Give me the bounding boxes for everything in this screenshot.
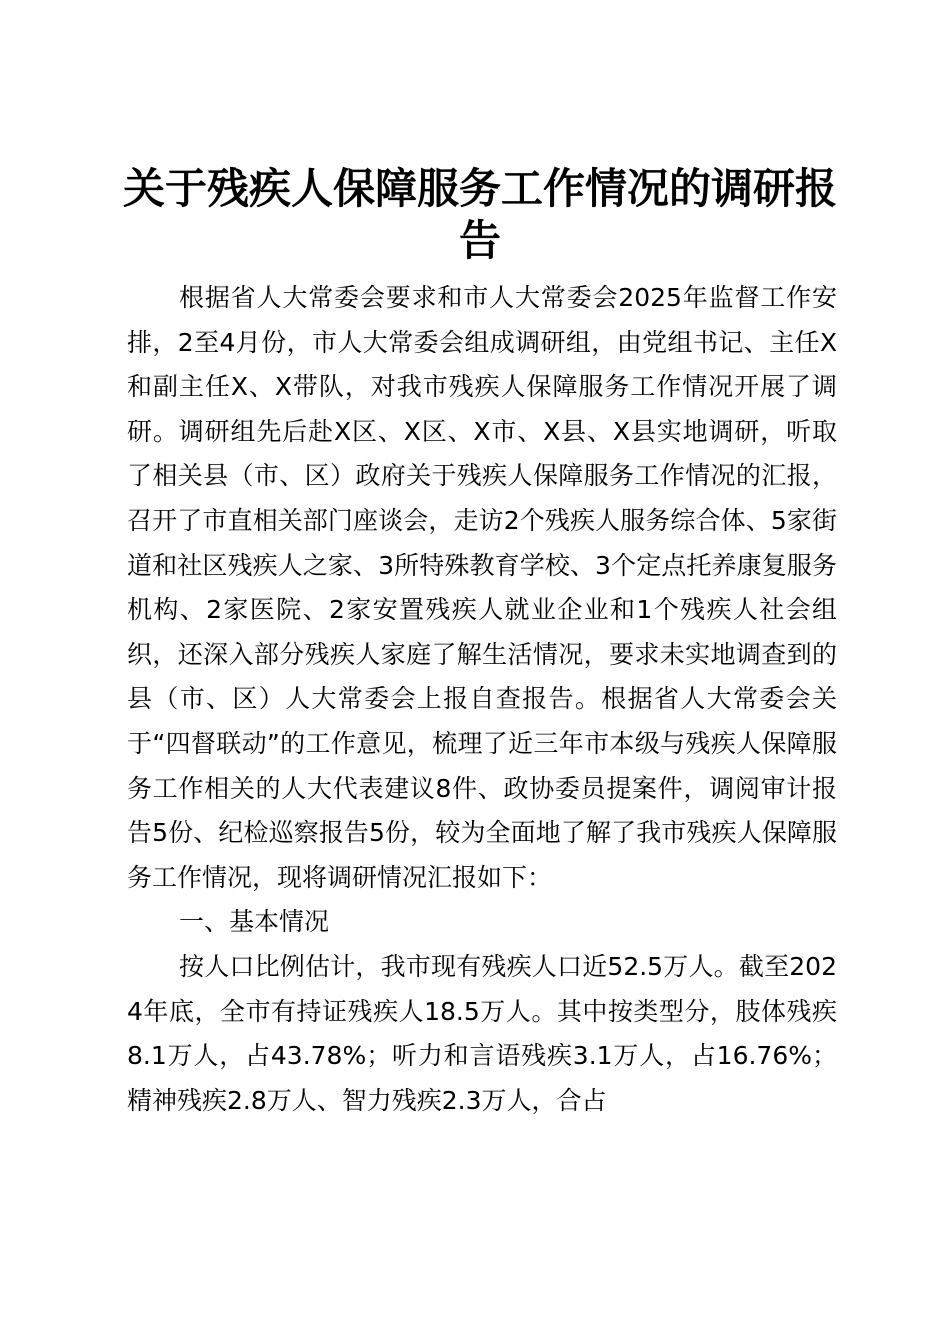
section-heading: 一、基本情况: [179, 907, 330, 937]
document-title: 关于残疾人保障服务工作情况的调研报告: [122, 164, 837, 265]
section-paragraph: 按人口比例估计，我市现有残疾人口近52.5万人。截至2024年底，全市有持证残疾人18.5万人。其中按类型分，肢体残疾8.1万人，占43.78%；听力和言语残疾3.1万人，占16.76%；精神残疾2.8万人、智力残疾2.3万人，合占: [127, 951, 837, 1115]
document-body: [127, 276, 837, 1123]
intro-paragraph: 根据省人大常委会要求和市人大常委会2025年监督工作安排，2至4月份，市人大常委会组成调研组，由党组书记、主任X和副主任X、X带队，对我市残疾人保障服务工作情况开展了调研。调研组先后赴X区、X区、X市、X县、X县实地调研，听取了相关县（市、区）政府关于残疾人保障服务工作情况的汇报，召开了市直相关部门座谈会，走访2个残疾人服务综合体、5家街道和社区残疾人之家、3所特殊教育学校、3个定点托养康复服务机构、2家医院、2家安置残疾人就业企业和1个残疾人社会组织，还深入部分残疾人家庭了解生活情况，要求未实地调查到的县（市、区）人大常委会上报自查报告。根据省人大常委会关于“四督联动”的工作意见，梳理了近三年市本级与残疾人保障服务工作相关的人大代表建议8件、政协委员提案件，调阅审计报告5份、纪检巡察报告5份，较为全面地了解了我市残疾人保障服务工作情况，现将调研情况汇报如下：: [127, 283, 837, 892]
